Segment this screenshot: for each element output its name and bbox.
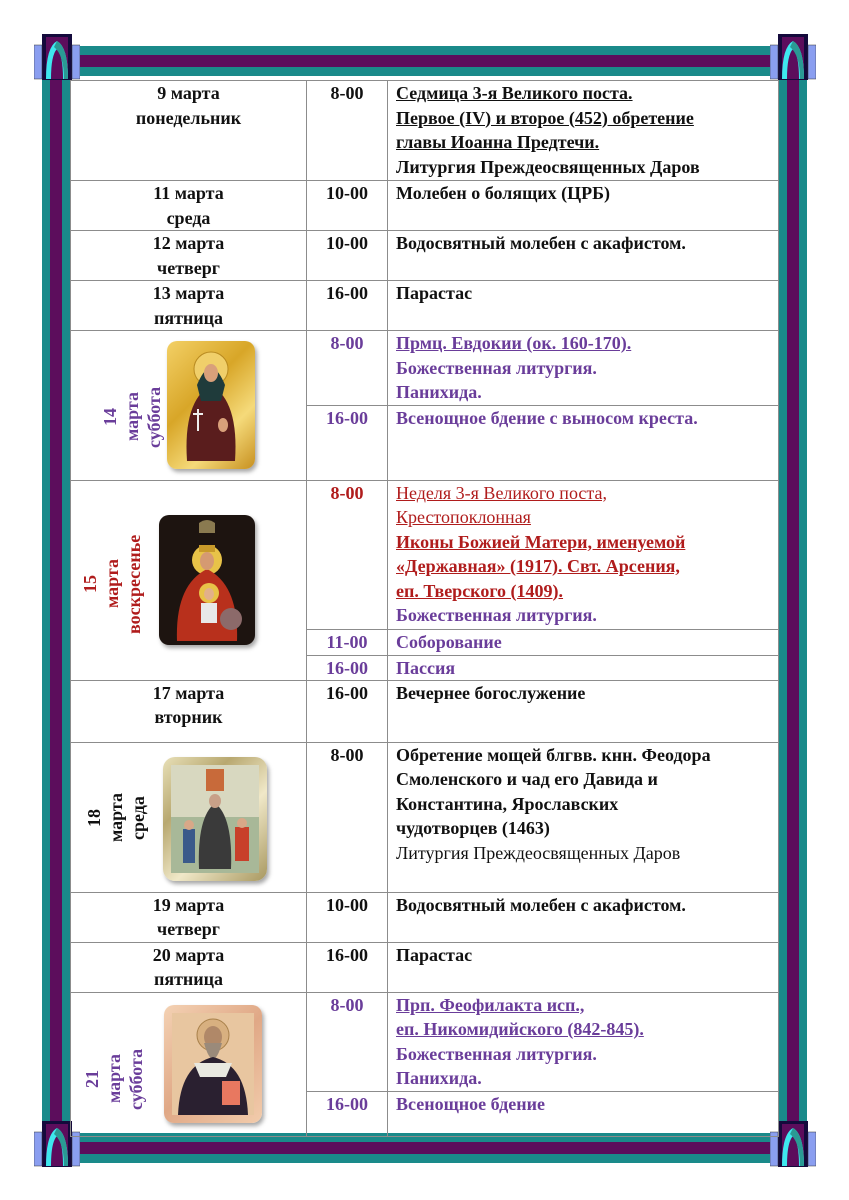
service-line: чудотворцев (1463) (396, 818, 550, 838)
service-line: Водосвятный молебен с акафистом. (396, 233, 686, 253)
month-label: марта (102, 559, 122, 608)
frame-bottom-bar (60, 1133, 790, 1163)
time-cell: 11-00 (307, 629, 388, 655)
month-label: марта (106, 793, 126, 842)
service-cell (388, 480, 779, 629)
service-cell (388, 1091, 779, 1136)
icon-image-derzhavnaya (159, 515, 255, 645)
service-line: Литургия Преждеосвященных Даров (396, 156, 700, 177)
service-cell (388, 81, 779, 181)
table-row (71, 992, 779, 1091)
service-line: Первое (IV) и второе (452) обретение (396, 107, 694, 128)
weekday-label: суббота (144, 386, 164, 448)
date-cell (71, 281, 307, 331)
service-line: Всенощное бдение с выносом креста. (396, 407, 698, 428)
time-cell: 8-00 (307, 331, 388, 406)
service-line: Парастас (396, 944, 473, 965)
time-cell: 10-00 (307, 181, 388, 231)
time-cell: 16-00 (307, 942, 388, 992)
service-line: Соборование (396, 631, 502, 652)
service-line: еп. Тверского (1409). (396, 580, 564, 601)
service-line: Константина, Ярославских (396, 793, 619, 814)
service-cell (388, 680, 779, 742)
service-cell (388, 281, 779, 331)
service-cell (388, 992, 779, 1091)
service-line: Смоленского и чад его Давида и (396, 769, 658, 789)
vertical-date-label (83, 773, 149, 863)
service-line: Прп. Феофилакта исп., (396, 994, 585, 1015)
service-line: Неделя 3-я Великого поста, (396, 482, 607, 503)
date-cell (71, 680, 307, 742)
table-row (71, 181, 779, 231)
frame-corner-ornament-icon (770, 33, 816, 81)
service-line: Вечернее богослужение (396, 682, 586, 703)
service-line: Обретение мощей блгвв. кнн. Феодора (396, 744, 711, 765)
date-cell (71, 480, 307, 680)
time-cell: 10-00 (307, 892, 388, 942)
vertical-date-label (99, 367, 165, 467)
time-cell: 8-00 (307, 480, 388, 629)
frame-top-bar (60, 46, 790, 76)
service-line: Парастас (396, 283, 473, 303)
service-cell (388, 942, 779, 992)
date-label: 12 марта (152, 233, 225, 253)
service-line: Всенощное бдение (396, 1093, 546, 1114)
table-row (71, 331, 779, 406)
service-line: Литургия Преждеосвященных Даров (396, 842, 681, 863)
service-line: Божественная литургия. (396, 605, 597, 625)
weekday-label: вторник (154, 707, 223, 727)
service-line: Божественная литургия. (396, 1043, 597, 1064)
service-line: «Державная» (1917). Свт. Арсения, (396, 556, 680, 576)
vertical-date-label (81, 1029, 147, 1129)
date-label: 20 марта (152, 944, 225, 965)
weekday-label: суббота (126, 1047, 146, 1110)
icon-image-saint-evdokia (167, 341, 255, 469)
weekday-label: понедельник (135, 107, 242, 128)
table-row (71, 680, 779, 742)
frame-right-bar (779, 60, 807, 1150)
weekday-label: воскресенье (124, 533, 144, 634)
date-label: 9 марта (157, 83, 220, 103)
weekday-label: четверг (157, 919, 220, 939)
time-cell: 10-00 (307, 231, 388, 281)
date-cell (71, 942, 307, 992)
icon-image-saint-feodor-smolensky (163, 757, 267, 881)
month-label: марта (122, 392, 142, 442)
table-row (71, 942, 779, 992)
time-cell: 16-00 (307, 281, 388, 331)
date-cell (71, 181, 307, 231)
time-cell: 8-00 (307, 992, 388, 1091)
time-cell: 16-00 (307, 405, 388, 480)
schedule-table (70, 80, 779, 1137)
service-cell (388, 655, 779, 680)
service-line: Водосвятный молебен с акафистом. (396, 894, 686, 915)
service-line: Пассия (396, 657, 456, 678)
time-cell: 16-00 (307, 680, 388, 742)
frame-corner-ornament-icon (34, 33, 80, 81)
time-cell: 8-00 (307, 81, 388, 181)
service-cell (388, 231, 779, 281)
service-cell (388, 405, 779, 480)
vertical-date-label (79, 519, 145, 649)
table-row (71, 231, 779, 281)
service-cell (388, 181, 779, 231)
service-line: Панихида. (396, 1068, 482, 1088)
weekday-label: среда (166, 207, 211, 228)
time-cell: 8-00 (307, 742, 388, 892)
table-row (71, 281, 779, 331)
service-cell (388, 742, 779, 892)
date-label: 13 марта (152, 283, 225, 303)
date-cell (71, 81, 307, 181)
table-row (71, 892, 779, 942)
service-line: Иконы Божией Матери, именуемой (396, 531, 686, 552)
service-line: Седмица 3-я Великого поста. (396, 83, 633, 103)
date-label: 11 марта (153, 183, 224, 203)
date-label: 19 марта (152, 894, 225, 915)
time-cell: 16-00 (307, 1091, 388, 1136)
service-line: Молебен о болящих (ЦРБ) (396, 183, 611, 203)
service-line: еп. Никомидийского (842-845). (396, 1019, 644, 1039)
table-row (71, 480, 779, 629)
service-line: Прмц. Евдокии (ок. 160-170). (396, 333, 632, 353)
date-cell (71, 892, 307, 942)
day-number: 21 (82, 1069, 102, 1088)
service-line: Крестопоклонная (396, 507, 531, 527)
day-number: 18 (84, 808, 104, 827)
weekday-label: четверг (157, 257, 220, 278)
time-cell: 16-00 (307, 655, 388, 680)
day-number: 14 (100, 408, 120, 426)
service-line: главы Иоанна Предтечи. (396, 132, 600, 152)
month-label: марта (104, 1054, 124, 1103)
date-label: 17 марта (152, 682, 225, 703)
table-row (71, 81, 779, 181)
table-row (71, 742, 779, 892)
service-cell (388, 629, 779, 655)
service-line: Панихида. (396, 382, 482, 402)
icon-image-saint-theophylact (164, 1005, 262, 1123)
frame-left-bar (42, 60, 70, 1150)
service-cell (388, 331, 779, 406)
day-number: 15 (80, 574, 100, 593)
service-cell (388, 892, 779, 942)
service-line: Божественная литургия. (396, 357, 597, 378)
date-cell (71, 231, 307, 281)
date-cell (71, 742, 307, 892)
date-cell (71, 992, 307, 1136)
weekday-label: пятница (153, 969, 224, 989)
date-cell (71, 331, 307, 481)
weekday-label: пятница (153, 307, 224, 328)
weekday-label: среда (128, 795, 148, 840)
